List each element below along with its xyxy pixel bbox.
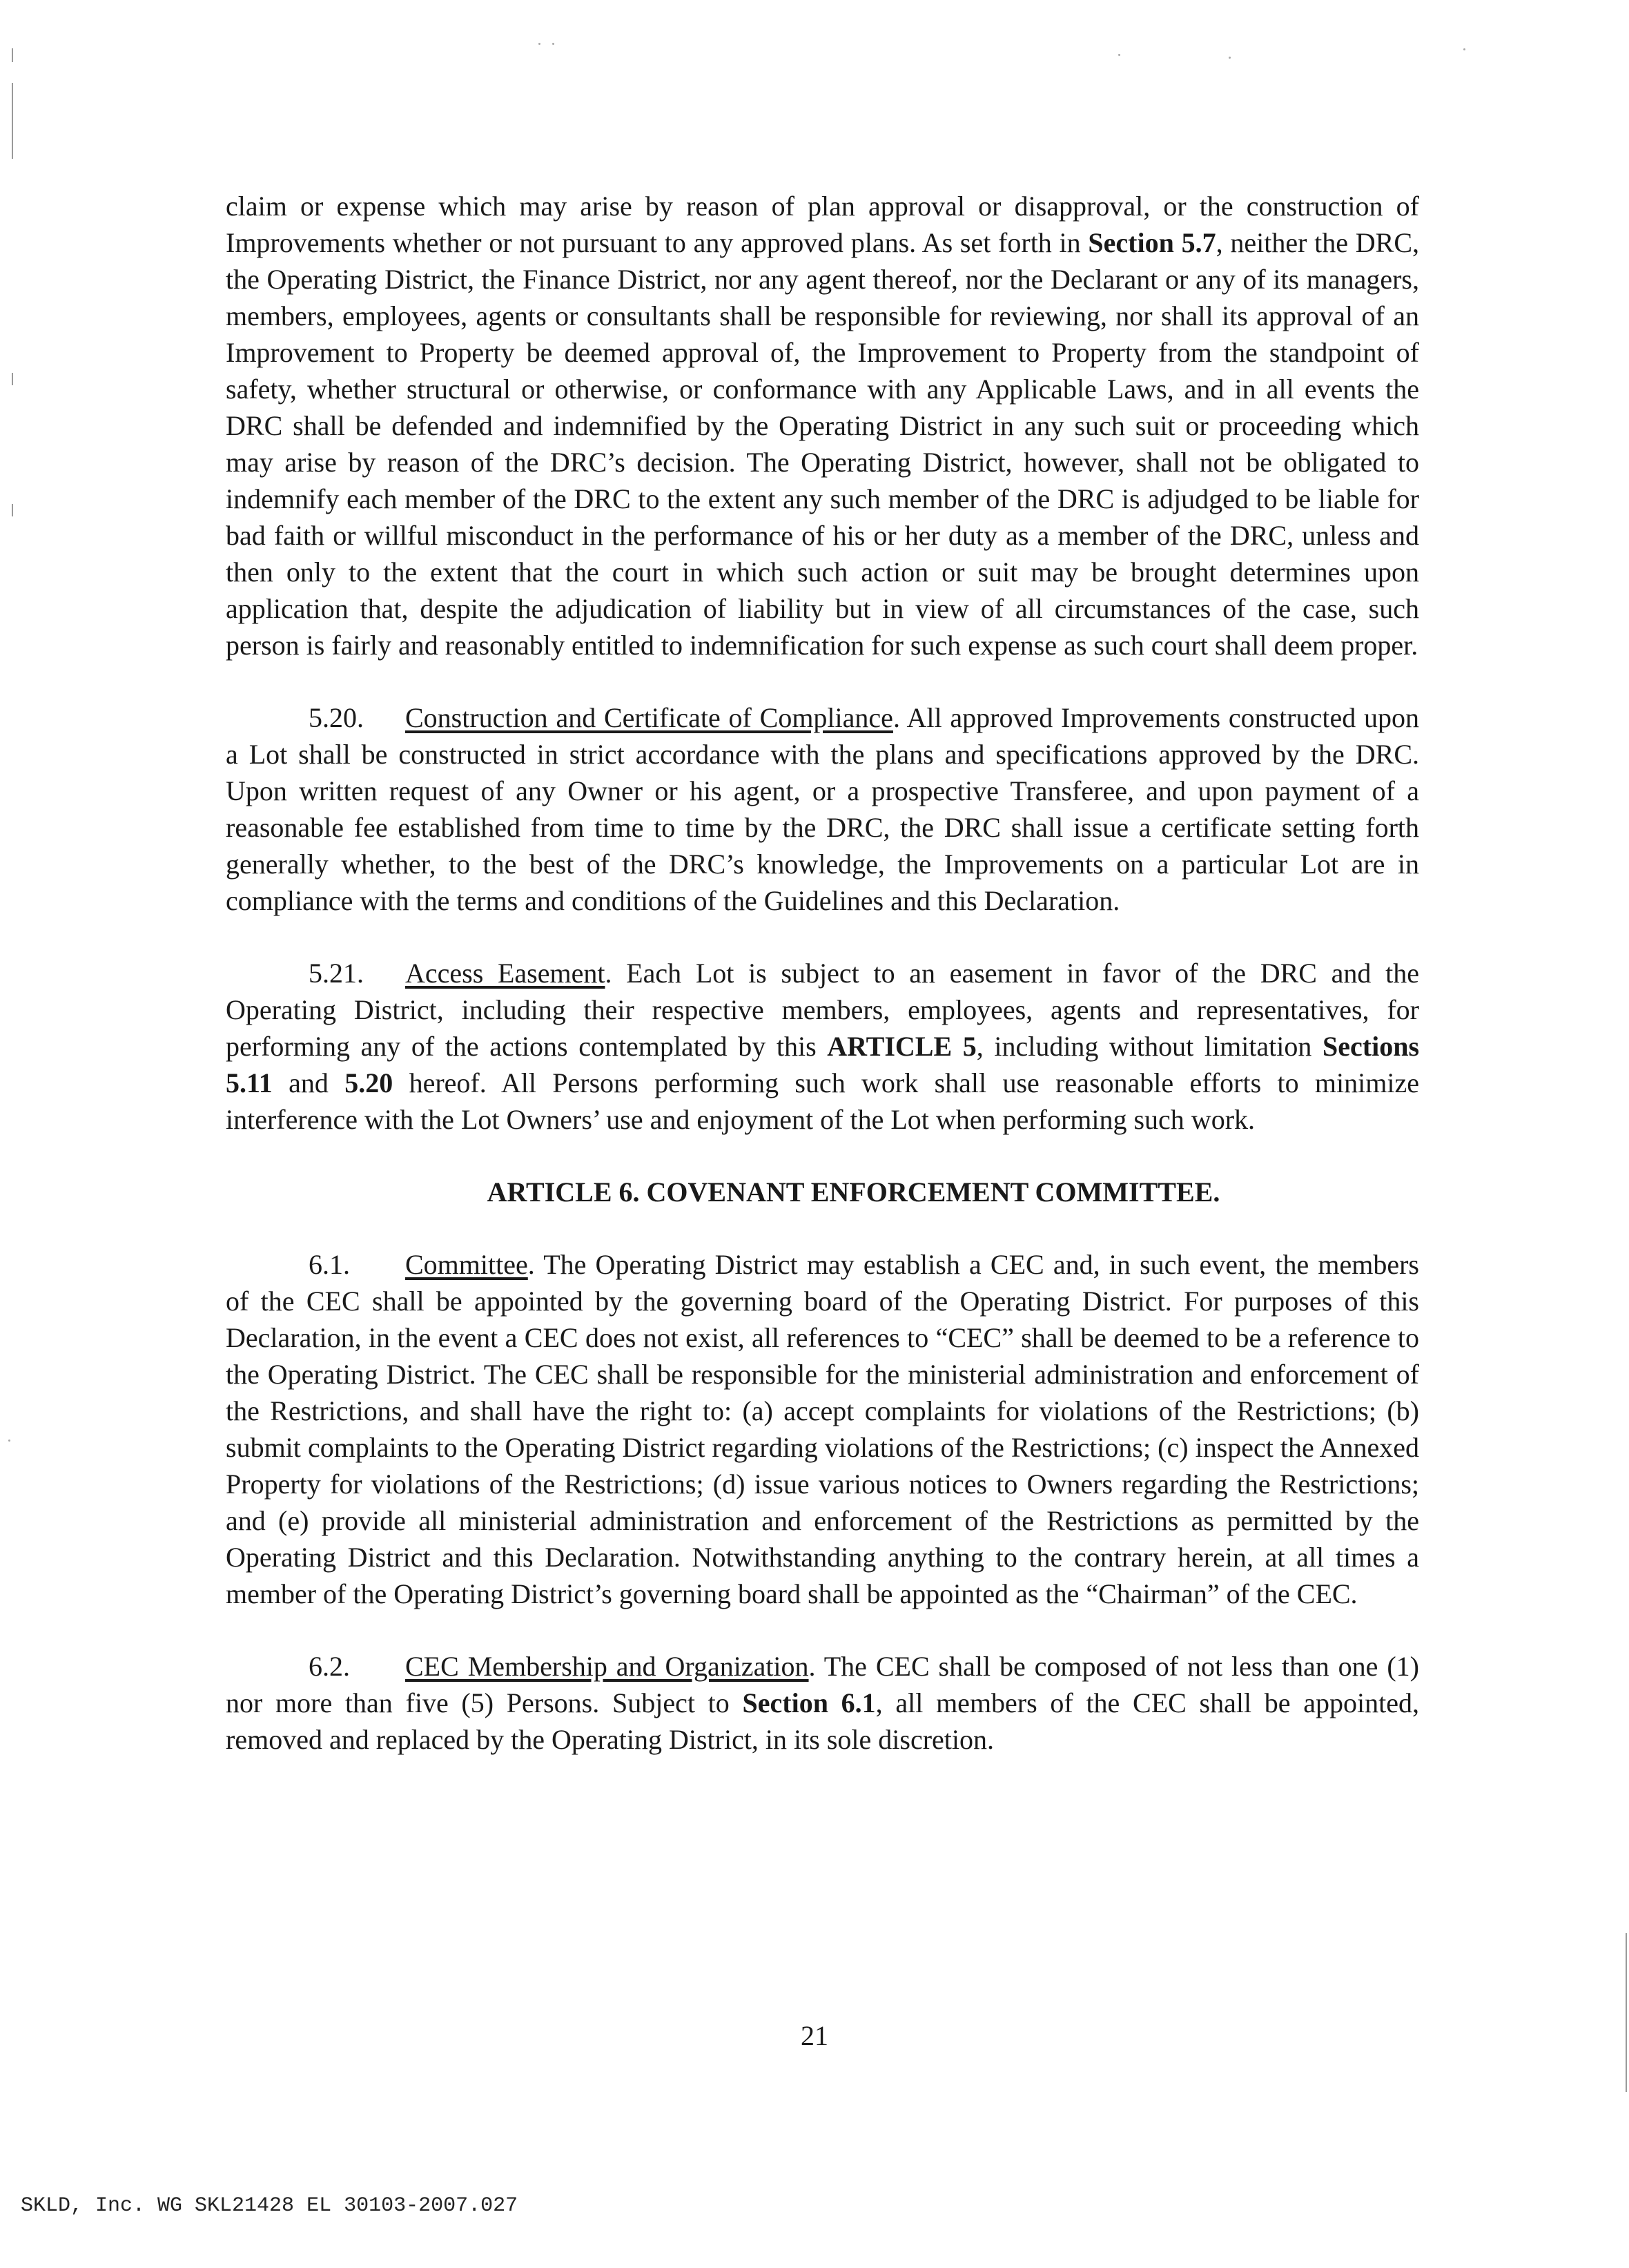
document-footer-id: SKLD, Inc. WG SKL21428 EL 30103-2007.027 xyxy=(21,2194,518,2218)
text-run: . The CEC shall be composed of not less than one (1) nor more than five (5) Persons. Subject to xyxy=(226,1651,1419,1718)
text-run: hereof. All Persons performing such work shall use reasonable efforts to minimize interference with the Lot Owners’ use and enjoyment of the Lot when performing such work. xyxy=(226,1067,1419,1135)
section-number: 5.20. xyxy=(309,702,364,733)
section-number: 6.1. xyxy=(309,1249,350,1280)
paragraph-continued xyxy=(226,188,1419,663)
bold-reference: Sections 5.11 xyxy=(226,1031,1420,1098)
bold-reference: Section 5.7 xyxy=(1088,227,1216,258)
scan-speck xyxy=(1118,54,1120,56)
scan-speck xyxy=(1229,57,1231,59)
text-run: and xyxy=(272,1067,345,1098)
text-run: , including without limitation xyxy=(976,1031,1323,1062)
text-run: . Each Lot is subject to an easement in favor of the DRC and the Operating District, including their respective members, employees, agents and representatives, for performing any of the actions contemplated by this xyxy=(226,958,1419,1062)
paragraph-section-5-21 xyxy=(226,955,1419,1138)
document-body xyxy=(226,188,1419,1794)
section-title: Access Easement xyxy=(405,958,605,989)
scan-margin-mark xyxy=(12,48,13,62)
section-number: 6.2. xyxy=(309,1651,350,1682)
scan-speck xyxy=(8,1440,10,1442)
scan-margin-mark xyxy=(12,504,13,516)
article-6-heading: ARTICLE 6. COVENANT ENFORCEMENT COMMITTEE. xyxy=(487,1176,1220,1208)
section-title: Construction and Certificate of Compliance xyxy=(405,702,893,733)
bold-reference: Section 6.1 xyxy=(742,1687,876,1718)
text-run: , all members of the CEC shall be appointed, removed and replaced by the Operating District, in its sole discretion. xyxy=(226,1687,1420,1755)
scan-margin-mark xyxy=(12,373,13,385)
paragraph-section-5-20 xyxy=(226,699,1419,919)
section-number: 5.21. xyxy=(309,958,364,989)
scan-speck xyxy=(538,43,540,45)
scan-speck xyxy=(552,43,554,45)
text-run: . All approved Improvements constructed upon a Lot shall be constructed in strict accordance with the plans and specifications approved by the DRC. Upon written request of any Owner or his agent, or a prospective Transferee, and upon payment of a reasonable fee established from time to time by the DRC, the DRC shall issue a certificate setting forth generally whether, to the best of the DRC’s knowledge, the Improvements on a particular Lot are in compliance with the terms and conditions of the Guidelines and this Declaration. xyxy=(226,702,1419,916)
scan-speck xyxy=(1463,48,1465,50)
bold-reference: ARTICLE 5 xyxy=(827,1031,977,1062)
scan-margin-mark xyxy=(1626,1933,1627,2092)
page-number: 21 xyxy=(801,2020,828,2051)
scan-margin-mark xyxy=(12,83,13,159)
text-run: . The Operating District may establish a CEC and, in such event, the members of the CEC shall be appointed by the governing board of the Operating District. For purposes of this Declaration, in the event a CEC does not exist, all references to “CEC” shall be deemed to be a reference to the Operating District. The CEC shall be responsible for the ministerial administration and enforcement of the Restrictions, and shall have the right to: (a) accept complaints for violations of the Restrictions; (b) submit complaints to the Operating District regarding violations of the Restrictions; (c) inspect the Annexed Property for violations of the Restrictions; (d) issue various notices to Owners regarding the Restrictions; and (e) provide all ministerial administration and enforcement of the Restrictions as permitted by the Operating District and this Declaration. Notwithstanding anything to the contrary herein, at all times a member of the Operating District’s governing board shall be appointed as the “Chairman” of the CEC. xyxy=(226,1249,1419,1609)
text-run: claim or expense which may arise by reason of plan approval or disapproval, or the construction of Improvements whether or not pursuant to any approved plans. As set forth in xyxy=(226,191,1419,258)
text-run: , neither the DRC, the Operating District, the Finance District, nor any agent thereof, nor the Declarant or any of its managers, members, employees, agents or consultants shall be responsible for reviewing, nor shall its approval of an Improvement to Property be deemed approval of, the Improvement to Property from the standpoint of safety, whether structural or otherwise, or conformance with any Applicable Laws, and in all events the DRC shall be defended and indemnified by the Operating District in any such suit or proceeding which may arise by reason of the DRC’s decision. The Operating District, however, shall not be obligated to indemnify each member of the DRC to the extent any such member of the DRC is adjudged to be liable for bad faith or willful misconduct in the performance of his or her duty as a member of the DRC, unless and then only to the extent that the court in which such action or suit may be brought determines upon application that, despite the adjudication of liability but in view of all circumstances of the case, such person is fairly and reasonably entitled to indemnification for such expense as such court shall deem proper. xyxy=(226,227,1420,661)
paragraph-section-6-1 xyxy=(226,1246,1419,1612)
bold-reference: 5.20 xyxy=(344,1067,393,1098)
section-title: Committee xyxy=(405,1249,528,1280)
paragraph-section-6-2 xyxy=(226,1648,1419,1758)
section-title: CEC Membership and Organization xyxy=(405,1651,809,1682)
